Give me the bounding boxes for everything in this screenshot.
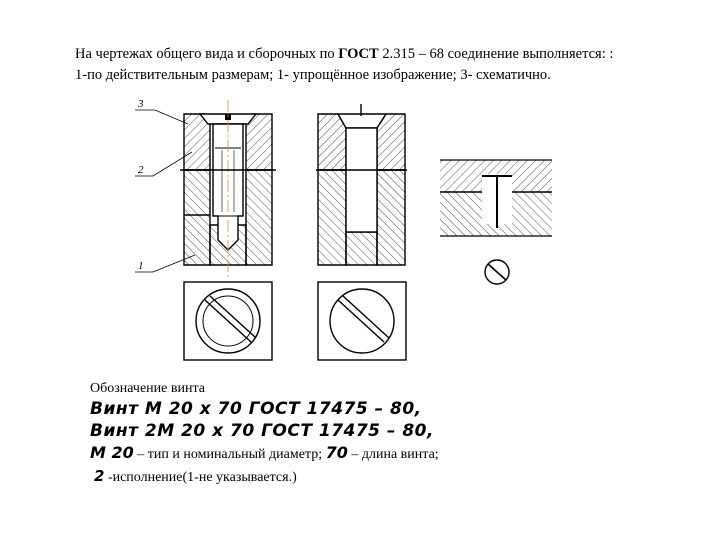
intro-line-1-end: 2.315 – 68 соединение выполняется: : bbox=[378, 46, 614, 62]
designation-line-3 bbox=[90, 442, 650, 466]
intro-gost: ГОСТ bbox=[338, 46, 379, 62]
view-detailed bbox=[135, 98, 276, 360]
designation-line-1: Винт М 20 х 70 ГОСТ 17475 – 80, bbox=[90, 399, 422, 419]
label-1: 1 bbox=[138, 260, 144, 272]
label-2: 2 bbox=[138, 164, 144, 176]
intro-line-1-start: На чертежах общего вида и сборочных по bbox=[75, 46, 339, 62]
designation-caption: Обозначение винта bbox=[90, 381, 205, 396]
lower-plate-left bbox=[184, 170, 210, 265]
thread-code: М 20 bbox=[90, 443, 134, 462]
thread-code-desc: – тип и номинальный диаметр; bbox=[133, 447, 326, 462]
designation-line-4 bbox=[90, 466, 650, 488]
lower-plate-right bbox=[246, 170, 272, 265]
label-3: 3 bbox=[138, 98, 144, 110]
length-desc: – длина винта; bbox=[347, 447, 439, 462]
designation-block bbox=[90, 380, 650, 488]
version-code: 2 bbox=[94, 467, 105, 485]
view-simplified bbox=[316, 104, 407, 360]
length-code: 70 bbox=[325, 443, 348, 462]
leader-3 bbox=[135, 110, 188, 124]
version-desc: -исполнение(1-не указывается.) bbox=[104, 470, 297, 485]
designation-line-2: Винт 2М 20 х 70 ГОСТ 17475 – 80, bbox=[90, 421, 434, 441]
intro-line-2: 1-по действительным размерам; 1- упрощённое изображение; 3- схематично. bbox=[75, 67, 551, 83]
view-schematic bbox=[440, 160, 552, 284]
